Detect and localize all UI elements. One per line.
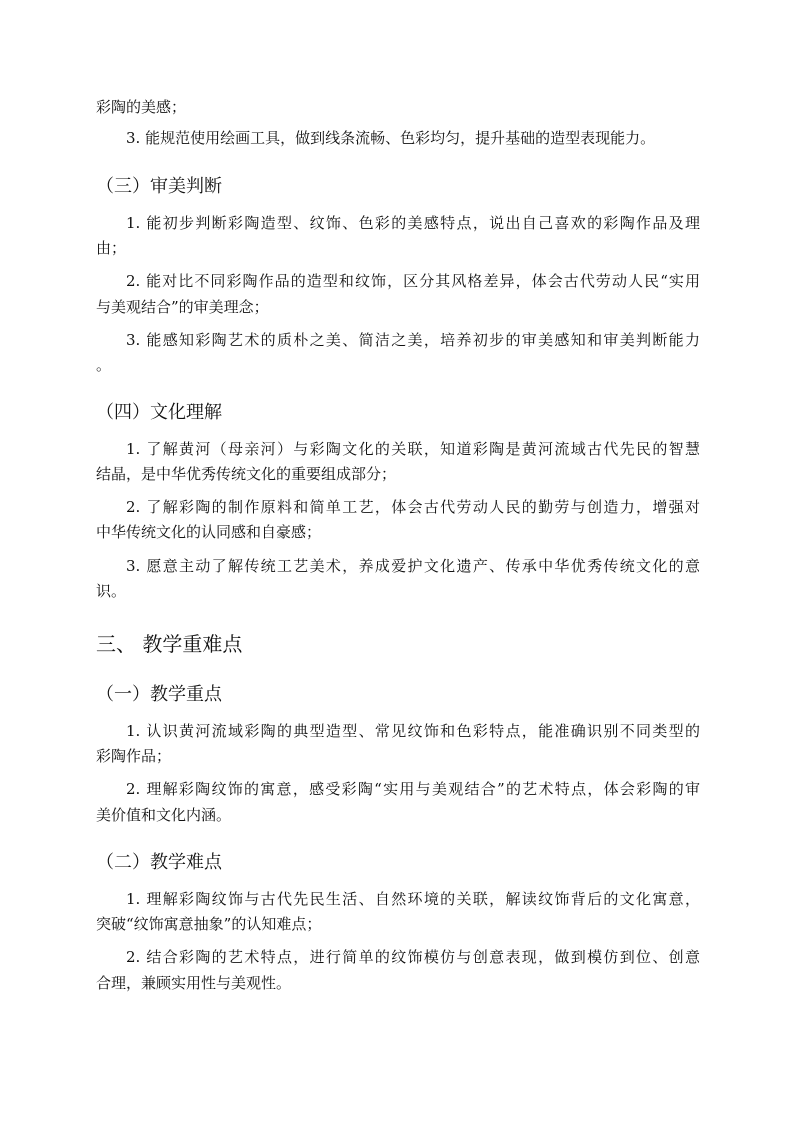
section-heading-teaching-difficulties: （二）教学难点 xyxy=(96,852,222,873)
text-line: 1. 认识黄河流域彩陶的典型造型、常见纹饰和色彩特点，能准确识别不同类型的 xyxy=(126,722,700,740)
text-line: 与美观结合”的审美理念； xyxy=(96,298,269,316)
chapter-heading-key-difficulties: 三、 教学重难点 xyxy=(96,632,243,656)
text-line: 突破“纹饰寓意抽象”的认知难点； xyxy=(96,915,322,933)
text-line: 1. 能初步判断彩陶造型、纹饰、色彩的美感特点，说出自己喜欢的彩陶作品及理 xyxy=(126,214,700,232)
section-heading-aesthetic-judgment: （三）审美判断 xyxy=(96,176,222,197)
text-line: 3. 愿意主动了解传统工艺美术，养成爱护文化遗产、传承中华优秀传统文化的意 xyxy=(126,557,700,575)
text-line: 合理，兼顾实用性与美观性。 xyxy=(96,974,292,992)
text-line: 1. 理解彩陶纹饰与古代先民生活、自然环境的关联，解读纹饰背后的文化寓意， xyxy=(126,890,700,908)
text-line: 美价值和文化内涵。 xyxy=(96,806,232,824)
text-line: 。 xyxy=(96,356,112,374)
text-line: 中华传统文化的认同感和自豪感； xyxy=(96,523,322,541)
text-line: 2. 结合彩陶的艺术特点，进行简单的纹饰模仿与创意表现，做到模仿到位、创意 xyxy=(126,948,700,966)
text-line: 2. 理解彩陶纹饰的寓意，感受彩陶“实用与美观结合”的艺术特点，体会彩陶的审 xyxy=(126,780,700,798)
text-line: 3. 能感知彩陶艺术的质朴之美、简洁之美，培养初步的审美感知和审美判断能力 xyxy=(126,331,700,349)
section-heading-cultural-understanding: （四）文化理解 xyxy=(96,402,222,423)
text-line: 彩陶作品； xyxy=(96,747,172,765)
text-line: 由； xyxy=(96,239,127,257)
text-line: 结晶，是中华优秀传统文化的重要组成部分； xyxy=(96,465,397,483)
text-line: 2. 能对比不同彩陶作品的造型和纹饰，区分其风格差异，体会古代劳动人民“实用 xyxy=(126,272,700,290)
text-line: 识。 xyxy=(96,582,127,600)
text-line: 1. 了解黄河（母亲河）与彩陶文化的关联，知道彩陶是黄河流域古代先民的智慧 xyxy=(126,440,700,458)
text-line: 彩陶的美感； xyxy=(96,98,187,116)
text-line: 3. 能规范使用绘画工具，做到线条流畅、色彩均匀，提升基础的造型表现能力。 xyxy=(126,129,656,147)
text-line: 2. 了解彩陶的制作原料和简单工艺，体会古代劳动人民的勤劳与创造力，增强对 xyxy=(126,498,700,516)
section-heading-teaching-focus: （一）教学重点 xyxy=(96,684,222,705)
